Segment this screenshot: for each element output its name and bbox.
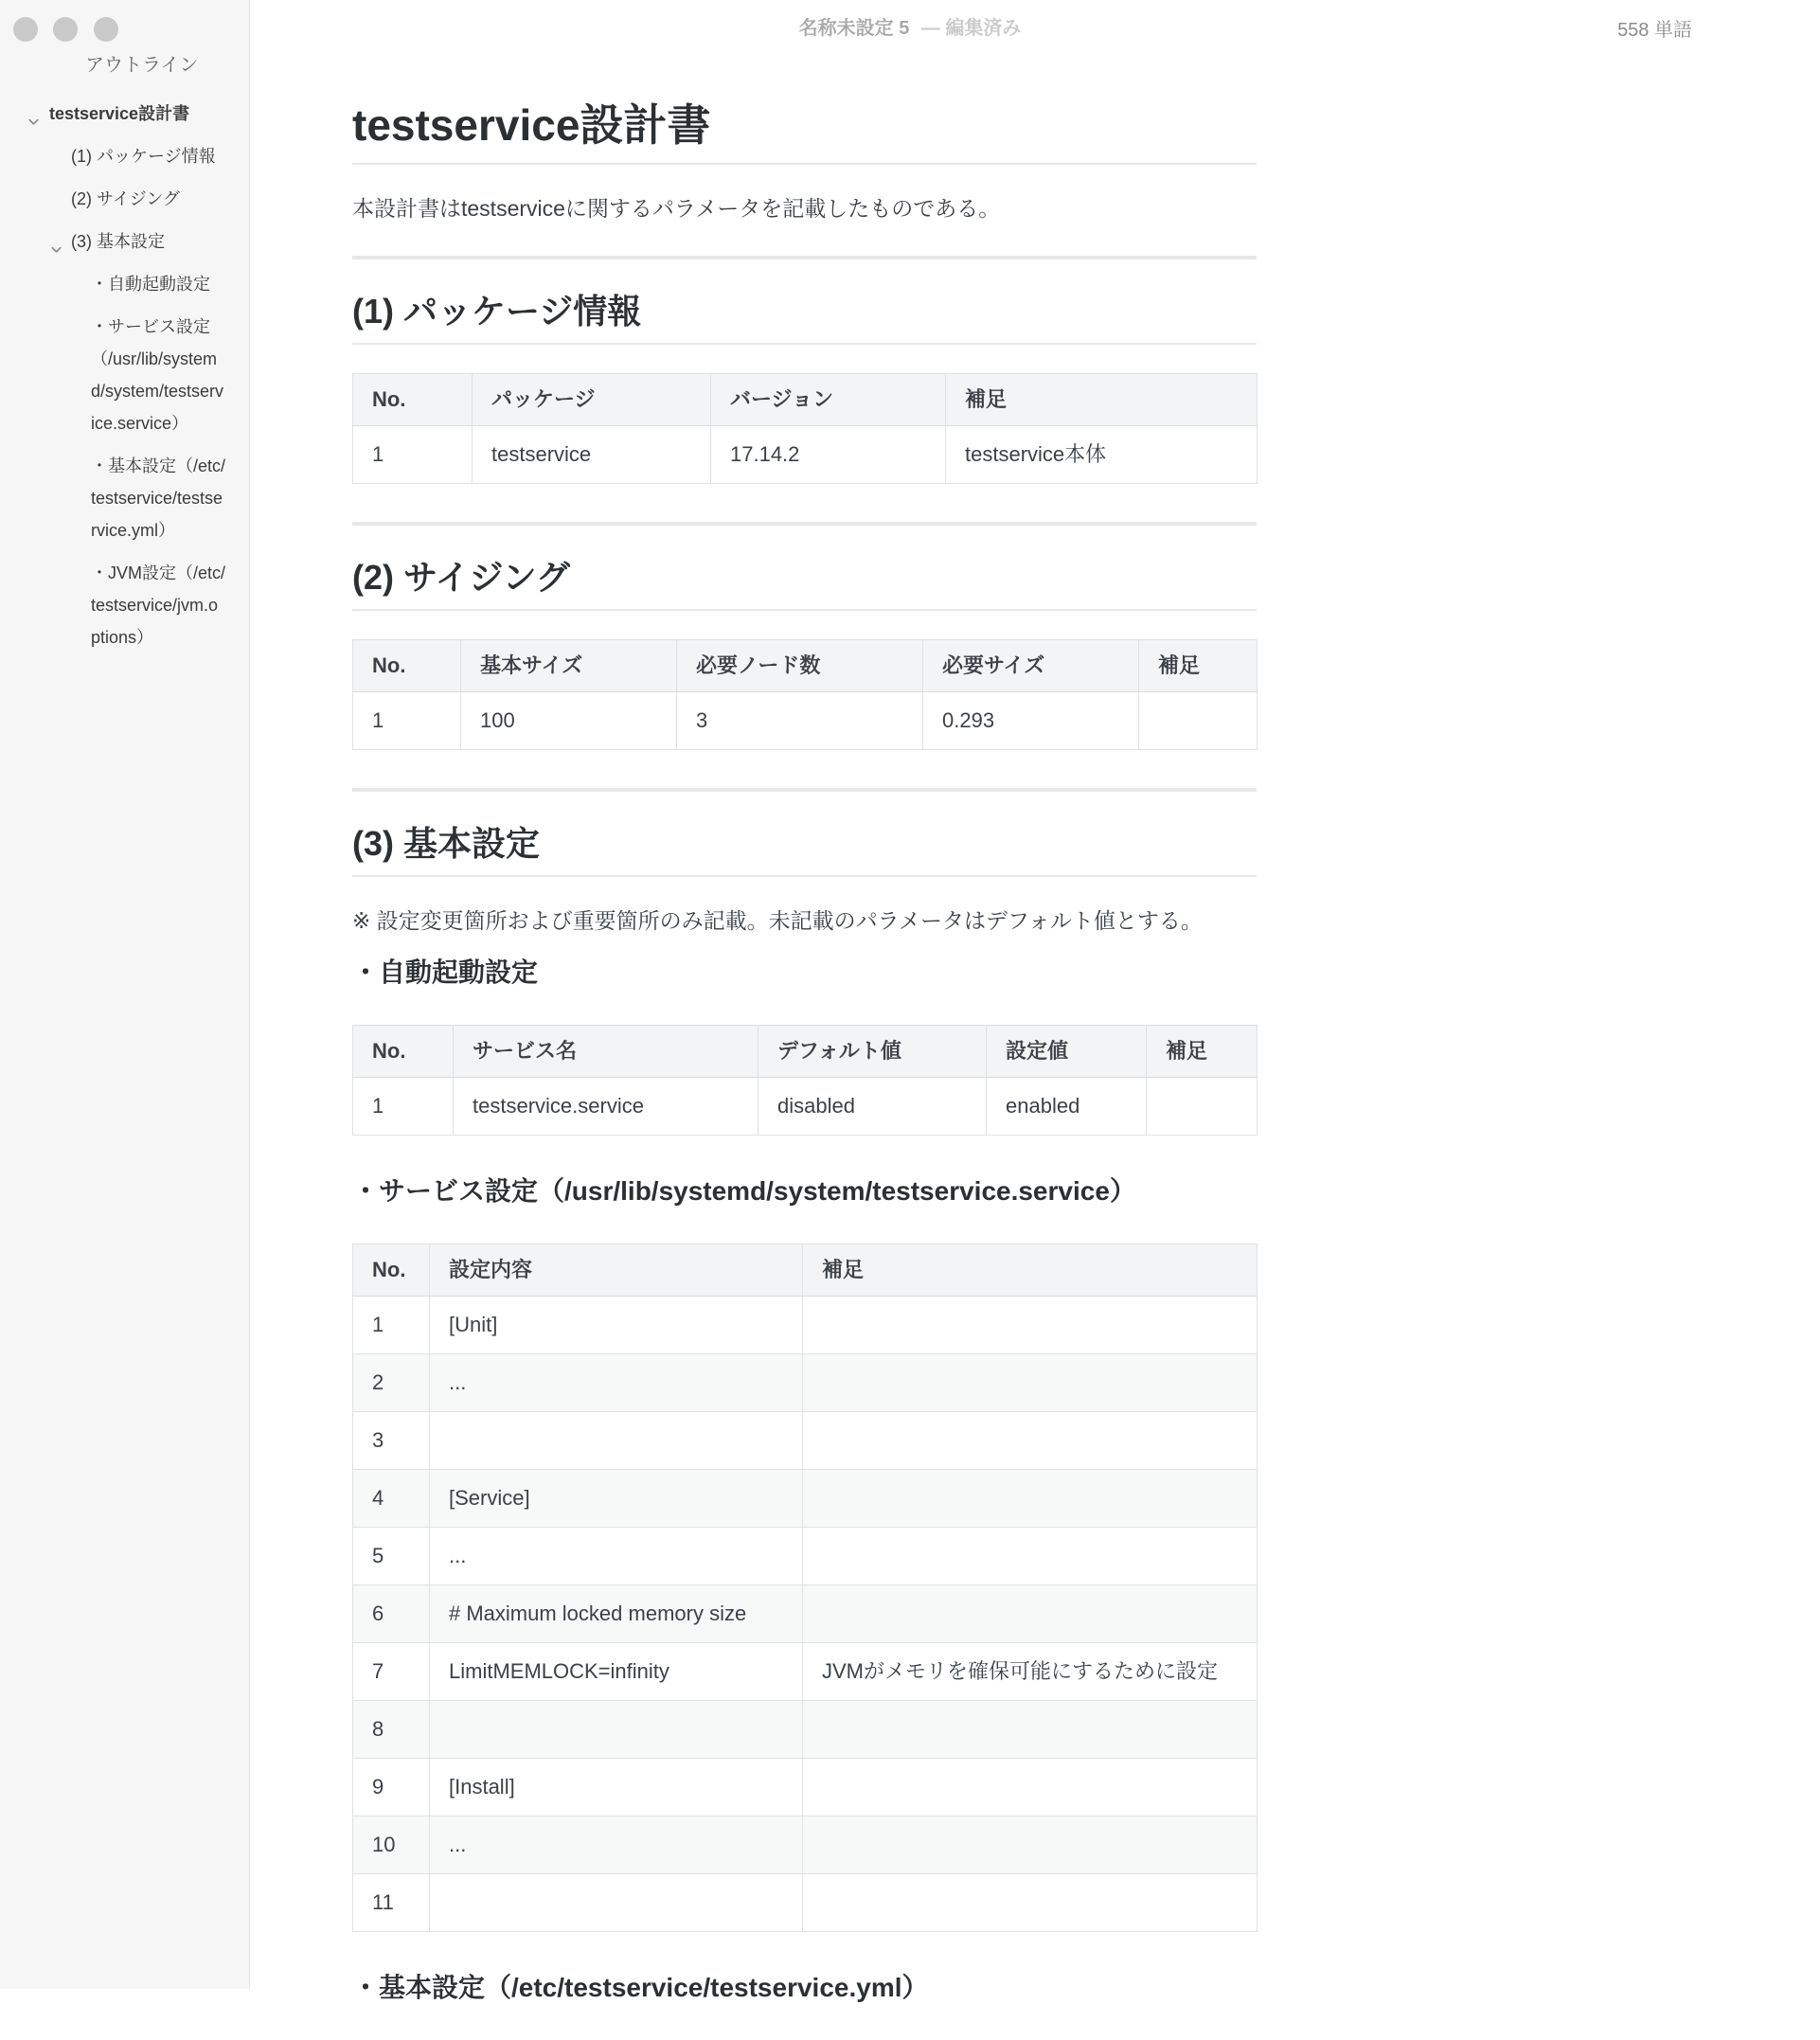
col-header[interactable]: パッケージ xyxy=(473,374,711,426)
outline-item-sizing[interactable] xyxy=(0,183,249,215)
divider xyxy=(352,256,1257,259)
cell[interactable] xyxy=(803,1528,1258,1585)
cell[interactable] xyxy=(430,1412,803,1470)
table-row xyxy=(353,1470,1258,1528)
cell[interactable]: ... xyxy=(430,1528,803,1585)
outline-item-label: ・JVM設定（/etc/testservice/jvm.options） xyxy=(91,564,226,647)
cell[interactable] xyxy=(803,1759,1258,1816)
cell[interactable]: 8 xyxy=(353,1701,430,1759)
cell[interactable] xyxy=(803,1585,1258,1643)
cell[interactable]: 9 xyxy=(353,1759,430,1816)
sizing-table xyxy=(352,639,1258,750)
outline-item-service-config[interactable] xyxy=(0,311,238,439)
word-count: 558 単語 xyxy=(1617,20,1692,41)
cell[interactable] xyxy=(803,1297,1258,1354)
cell[interactable]: 3 xyxy=(353,1412,430,1470)
outline-item-jvm-config[interactable] xyxy=(0,557,238,653)
outline-header: アウトライン xyxy=(85,55,199,76)
editor-content[interactable] xyxy=(352,0,1257,2040)
subsection-heading-autostart[interactable]: ・自動起動設定 xyxy=(352,957,539,987)
col-header[interactable]: 必要ノード数 xyxy=(677,640,923,692)
divider xyxy=(352,788,1257,792)
cell[interactable] xyxy=(803,1354,1258,1412)
cell[interactable]: testservice xyxy=(473,426,711,484)
cell[interactable] xyxy=(1147,1078,1258,1136)
document-title[interactable]: testservice設計書 xyxy=(352,98,1257,165)
window-edited-status: — 編集済み xyxy=(920,18,1022,39)
cell[interactable]: [Service] xyxy=(430,1470,803,1528)
table-header-row xyxy=(353,640,1258,692)
col-header[interactable]: 必要サイズ xyxy=(923,640,1139,692)
subsection-heading-service[interactable]: ・サービス設定（/usr/lib/systemd/system/testservice.service） xyxy=(352,1176,1136,1206)
cell[interactable]: 5 xyxy=(353,1528,430,1585)
col-header[interactable]: 基本サイズ xyxy=(461,640,677,692)
window-title: 名称未設定 5 xyxy=(798,18,910,39)
table-row xyxy=(353,1759,1258,1816)
outline-item-label: ・自動起動設定 xyxy=(91,275,210,294)
col-header[interactable]: 補足 xyxy=(803,1244,1258,1297)
outline-item-label: ・サービス設定（/usr/lib/systemd/system/testservice.service） xyxy=(91,317,224,433)
outline-item-label: (1) パッケージ情報 xyxy=(71,147,216,166)
outline-item-label: ・基本設定（/etc/testservice/testservice.yml） xyxy=(91,456,226,540)
col-header[interactable]: 補足 xyxy=(1147,1026,1258,1078)
cell[interactable] xyxy=(803,1412,1258,1470)
table-row xyxy=(353,1643,1258,1701)
section-heading-basic[interactable]: (3) 基本設定 xyxy=(352,822,1257,877)
cell[interactable] xyxy=(803,1470,1258,1528)
table-row xyxy=(353,1701,1258,1759)
intro-paragraph[interactable]: 本設計書はtestserviceに関するパラメータを記載したものである。 xyxy=(352,196,1001,221)
outline-item-autostart[interactable] xyxy=(0,268,238,300)
table-row xyxy=(353,1078,1258,1136)
divider xyxy=(352,522,1257,526)
cell[interactable]: 1 xyxy=(353,692,461,750)
col-header[interactable]: バージョン xyxy=(711,374,946,426)
table-row xyxy=(353,426,1258,484)
cell[interactable]: 7 xyxy=(353,1643,430,1701)
section-heading-package[interactable]: (1) パッケージ情報 xyxy=(352,290,1257,345)
chevron-down-icon[interactable] xyxy=(27,107,41,139)
outline-tree xyxy=(0,98,249,653)
subsection-heading-basic-config[interactable]: ・基本設定（/etc/testservice/testservice.yml） xyxy=(352,1973,929,2002)
chevron-down-icon[interactable] xyxy=(49,235,63,267)
cell[interactable]: disabled xyxy=(758,1078,987,1136)
outline-sidebar xyxy=(0,0,250,1989)
autostart-table xyxy=(352,1025,1258,1136)
outline-item-doc-title[interactable] xyxy=(0,98,249,130)
service-table xyxy=(352,1244,1258,1932)
cell[interactable]: 0.293 xyxy=(923,692,1139,750)
window-titlebar xyxy=(0,0,1820,45)
cell[interactable]: 3 xyxy=(677,692,923,750)
cell[interactable]: ... xyxy=(430,1816,803,1874)
col-header[interactable]: No. xyxy=(353,640,461,692)
cell[interactable]: 10 xyxy=(353,1816,430,1874)
cell[interactable] xyxy=(430,1874,803,1932)
col-header[interactable]: No. xyxy=(353,1244,430,1297)
cell[interactable]: 2 xyxy=(353,1354,430,1412)
table-row xyxy=(353,1412,1258,1470)
cell[interactable] xyxy=(803,1874,1258,1932)
cell[interactable]: ... xyxy=(430,1354,803,1412)
table-header-row xyxy=(353,374,1258,426)
table-row xyxy=(353,1354,1258,1412)
cell[interactable] xyxy=(803,1816,1258,1874)
cell[interactable]: [Install] xyxy=(430,1759,803,1816)
col-header[interactable]: 設定内容 xyxy=(430,1244,803,1297)
note-paragraph[interactable]: ※ 設定変更箇所および重要箇所のみ記載。未記載のパラメータはデフォルト値とする。 xyxy=(352,908,1203,933)
outline-item-label: (3) 基本設定 xyxy=(71,232,165,251)
table-row xyxy=(353,1528,1258,1585)
cell[interactable]: [Unit] xyxy=(430,1297,803,1354)
col-header[interactable]: 補足 xyxy=(946,374,1258,426)
table-row xyxy=(353,1585,1258,1643)
cell[interactable]: enabled xyxy=(987,1078,1147,1136)
col-header[interactable]: サービス名 xyxy=(454,1026,758,1078)
cell[interactable]: JVMがメモリを確保可能にするために設定 xyxy=(803,1643,1258,1701)
table-header-row xyxy=(353,1244,1258,1297)
cell[interactable]: 4 xyxy=(353,1470,430,1528)
col-header[interactable]: No. xyxy=(353,1026,454,1078)
cell[interactable]: # Maximum locked memory size xyxy=(430,1585,803,1643)
col-header[interactable]: 補足 xyxy=(1139,640,1258,692)
cell[interactable] xyxy=(803,1701,1258,1759)
cell[interactable]: 1 xyxy=(353,1297,430,1354)
cell[interactable]: testservice本体 xyxy=(946,426,1258,484)
cell[interactable] xyxy=(1139,692,1258,750)
cell[interactable]: 11 xyxy=(353,1874,430,1932)
cell[interactable]: 100 xyxy=(461,692,677,750)
cell[interactable] xyxy=(430,1701,803,1759)
table-row xyxy=(353,1816,1258,1874)
table-row xyxy=(353,1297,1258,1354)
outline-item-label: testservice設計書 xyxy=(49,104,190,123)
outline-item-basic[interactable] xyxy=(0,225,249,258)
cell[interactable]: 17.14.2 xyxy=(711,426,946,484)
outline-item-package[interactable] xyxy=(0,140,249,172)
cell[interactable]: testservice.service xyxy=(454,1078,758,1136)
cell[interactable]: 6 xyxy=(353,1585,430,1643)
col-header[interactable]: No. xyxy=(353,374,473,426)
section-heading-sizing[interactable]: (2) サイジング xyxy=(352,556,1257,611)
cell[interactable]: LimitMEMLOCK=infinity xyxy=(430,1643,803,1701)
outline-item-basic-config[interactable] xyxy=(0,450,238,546)
cell[interactable]: 1 xyxy=(353,1078,454,1136)
cell[interactable]: 1 xyxy=(353,426,473,484)
col-header[interactable]: デフォルト値 xyxy=(758,1026,987,1078)
table-row xyxy=(353,1874,1258,1932)
table-row xyxy=(353,692,1258,750)
table-header-row xyxy=(353,1026,1258,1078)
col-header[interactable]: 設定値 xyxy=(987,1026,1147,1078)
outline-item-label: (2) サイジング xyxy=(71,189,180,208)
package-table xyxy=(352,373,1258,484)
